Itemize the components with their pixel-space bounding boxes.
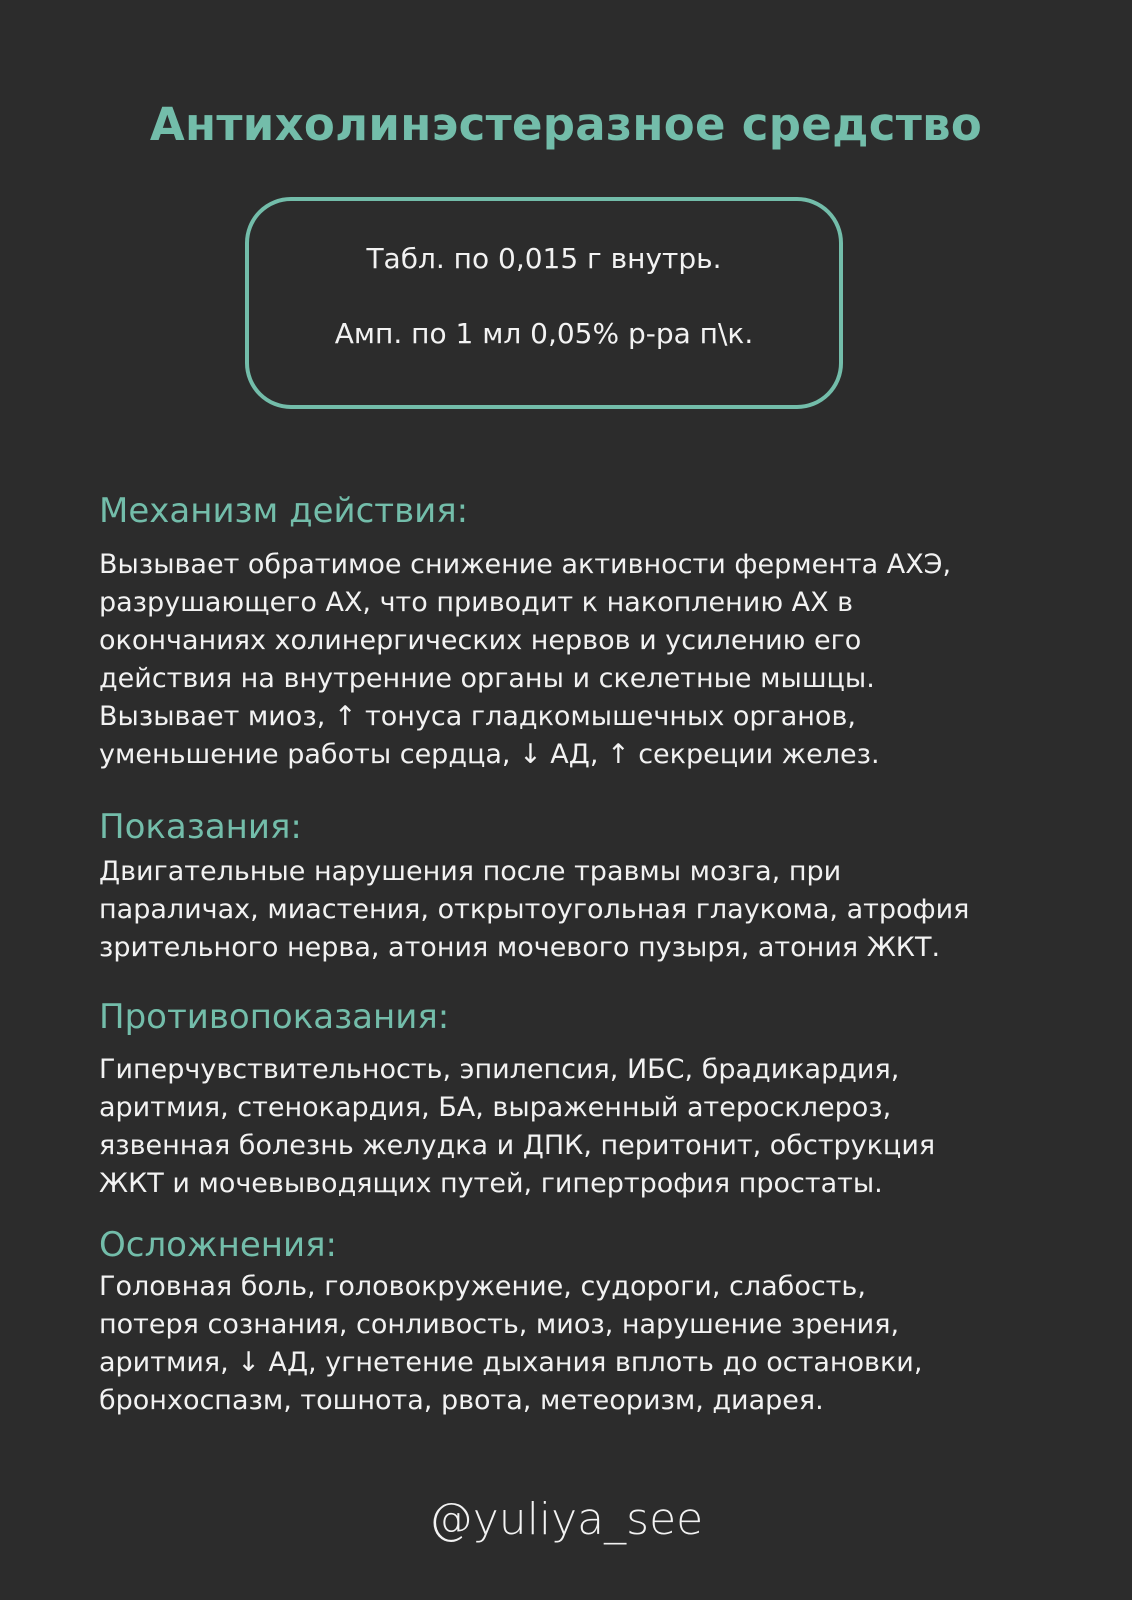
indications-line: Двигательные нарушения после травмы мозга, при — [99, 856, 842, 887]
contraindications-line: Гиперчувствительность, эпилепсия, ИБС, брадикардия, — [99, 1054, 900, 1085]
complications-line: аритмия, ↓ АД, угнетение дыхания вплоть до остановки, — [99, 1347, 923, 1378]
mechanism-line: Вызывает обратимое снижение активности фермента АХЭ, — [99, 549, 952, 580]
mechanism-text — [99, 546, 1059, 774]
complications-line: Головная боль, головокружение, судороги, слабость, — [99, 1271, 866, 1302]
mechanism-line: разрушающего АХ, что приводит к накоплению АХ в — [99, 587, 854, 618]
indications-heading: Показания: — [99, 807, 302, 847]
contraindications-text — [99, 1051, 1059, 1203]
complications-heading: Осложнения: — [99, 1225, 337, 1265]
contraindications-heading: Противопоказания: — [99, 997, 450, 1037]
contraindications-line: язвенная болезнь желудка и ДПК, перитонит, обструкция — [99, 1130, 936, 1161]
dosage-tablet-text: Табл. по 0,015 г внутрь. — [366, 242, 722, 275]
mechanism-line: действия на внутренние органы и скелетные мышцы. — [99, 663, 875, 694]
mechanism-line: уменьшение работы сердца, ↓ АД, ↑ секреции желез. — [99, 739, 880, 770]
mechanism-line: Вызывает миоз, ↑ тонуса гладкомышечных органов, — [99, 701, 856, 732]
complications-text — [99, 1268, 1059, 1420]
complications-line: бронхоспазм, тошнота, рвота, метеоризм, диарея. — [99, 1385, 824, 1416]
complications-line: потеря сознания, сонливость, миоз, нарушение зрения, — [99, 1309, 900, 1340]
contraindications-line: ЖКТ и мочевыводящих путей, гипертрофия простаты. — [99, 1168, 883, 1199]
mechanism-heading: Механизм действия: — [99, 491, 469, 531]
dosage-box — [245, 197, 843, 409]
dosage-ampoule-text: Амп. по 1 мл 0,05% р-ра п\к. — [334, 317, 754, 350]
mechanism-line: окончаниях холинергических нервов и усилению его — [99, 625, 862, 656]
author-handle: @yuliya_see — [428, 1494, 704, 1545]
page-title: Антихолинэстеразное средство — [149, 98, 983, 151]
indications-line: параличах, миастения, открытоугольная глаукома, атрофия — [99, 894, 970, 925]
contraindications-line: аритмия, стенокардия, БА, выраженный атеросклероз, — [99, 1092, 892, 1123]
indications-line: зрительного нерва, атония мочевого пузыря, атония ЖКТ. — [99, 932, 941, 963]
indications-text — [99, 853, 1059, 967]
